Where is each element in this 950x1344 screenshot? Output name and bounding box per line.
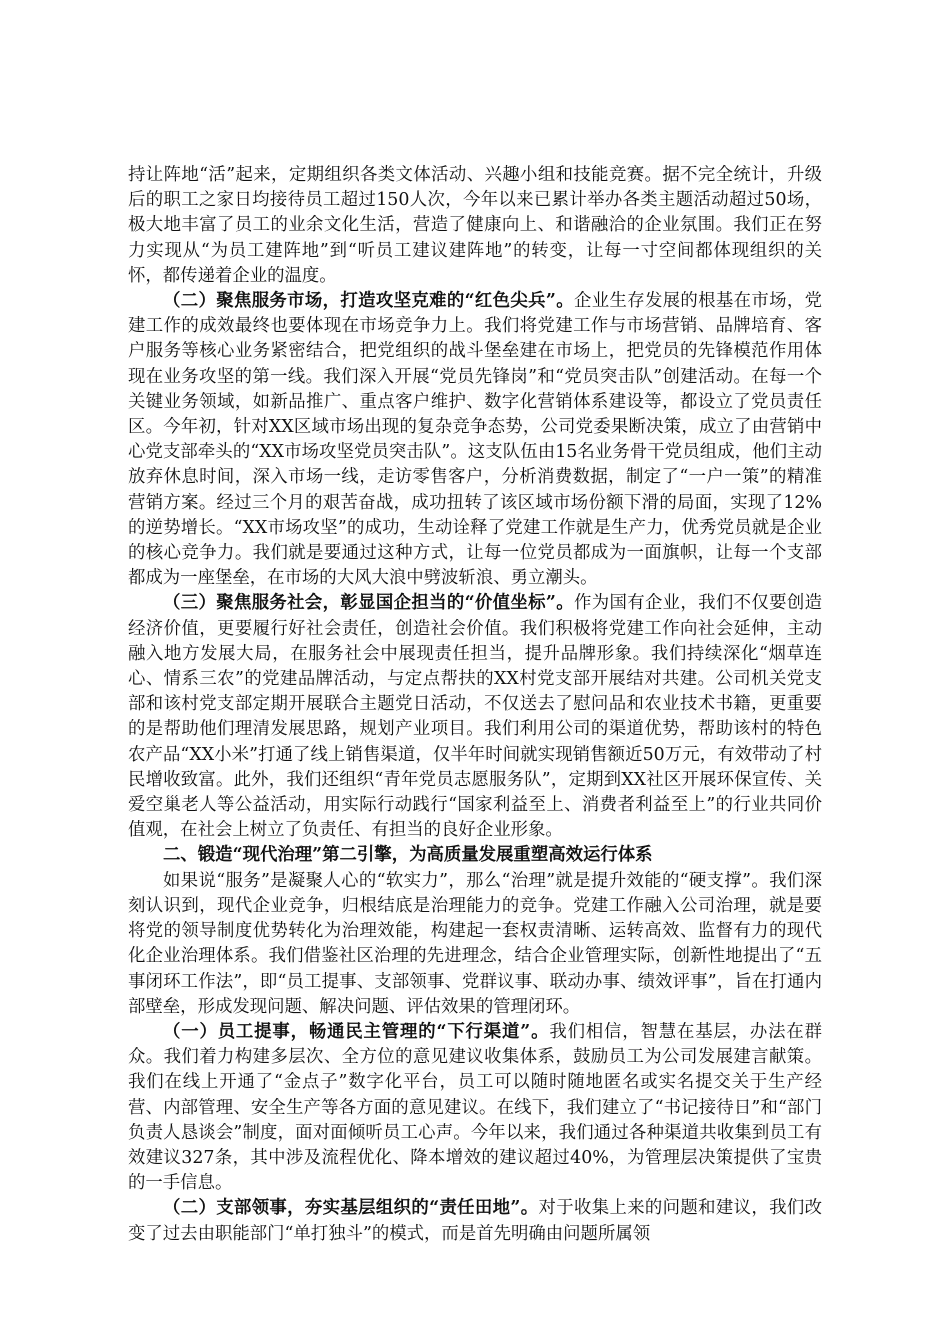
document-page: [128, 163, 822, 1247]
paragraph-lead-heading: （二）聚焦服务市场，打造攻坚克难的“红色尖兵”。: [163, 291, 574, 312]
paragraph-governance-intro: [128, 869, 822, 1020]
paragraph-text: 企业生存发展的根基在市场，党建工作的成效最终也要体现在市场竞争力上。我们将党建工作与市场营销、品牌培育、客户服务等核心业务紧密结合，把党组织的战斗堡垒建在市场上，把党员的先锋模范作用体现在业务攻坚的第一线。我们深入开展“党员先锋岗”和“党员突击队”创建活动。在每一个关键业务领域，如新品推广、重点客户维护、数字化营销体系建设等，都设立了党员责任区。今年初，针对XX区域市场出现的复杂竞争态势，公司党委果断决策，成立了由营销中心党支部牵头的“XX市场攻坚党员突击队”。这支队伍由15名业务骨干党员组成，他们主动放弃休息时间，深入市场一线，走访零售客户，分析消费数据，制定了“一户一策”的精准营销方案。经过三个月的艰苦奋战，成功扭转了该区域市场份额下滑的局面，实现了12%的逆势增长。“XX市场攻坚”的成功，生动诠释了党建工作就是生产力，优秀党员就是企业的核心竞争力。我们就是要通过这种方式，让每一位党员都成为一面旗帜，让每一个支部都成为一座堡垒，在市场的大风大浪中劈波斩浪、勇立潮头。: [128, 291, 822, 589]
paragraph-social-service: [128, 591, 822, 843]
paragraph-text: 对于收集上来的问题和建议，我们改变了过去由职能部门“单打独斗”的模式，而是首先明确由问题所属领: [128, 1198, 822, 1244]
paragraph-lead-heading: （一）员工提事，畅通民主管理的“下行渠道”。: [163, 1021, 550, 1042]
paragraph-text: 持让阵地“活”起来，定期组织各类文体活动、兴趣小组和技能竞赛。据不完全统计，升级后的职工之家日均接待员工超过150人次，今年以来已累计举办各类主题活动超过50场，极大地丰富了员工的业余文化生活，营造了健康向上、和谐融洽的企业氛围。我们正在努力实现从“为员工建阵地”到“听员工建议建阵地”的转变，让每一寸空间都体现组织的关怀，都传递着企业的温度。: [128, 165, 822, 286]
paragraph-market-service: [128, 289, 822, 591]
paragraph-branch-lead: [128, 1196, 822, 1246]
paragraph-lead-heading: （二）支部领事，夯实基层组织的“责任田地”。: [163, 1198, 539, 1219]
paragraph-text: 我们相信，智慧在基层，办法在群众。我们着力构建多层次、全方位的意见建议收集体系，鼓励员工为公司发展建言献策。我们在线上开通了“金点子”数字化平台，员工可以随时随地匿名或实名提交关于生产经营、内部管理、安全生产等各方面的意见建议。在线下，我们建立了“书记接待日”和“部门负责人恳谈会”制度，面对面倾听员工心声。今年以来，我们通过各种渠道共收集到员工有效建议327条，其中涉及流程优化、降本增效的建议超过40%，为管理层决策提供了宝贵的一手信息。: [128, 1021, 822, 1194]
paragraph-text: 如果说“服务”是凝聚人心的“软实力”，那么“治理”就是提升效能的“硬支撑”。我们深刻认识到，现代企业竞争，归根结底是治理能力的竞争。党建工作融入公司治理，就是要将党的领导制度优势转化为治理效能，构建起一套权责清晰、运转高效、监督有力的现代化企业治理体系。我们借鉴社区治理的先进理念，结合企业管理实际，创新性地提出了“五事闭环工作法”，即“员工提事、支部领事、党群议事、联动办事、绩效评事”，旨在打通内部壁垒，形成发现问题、解决问题、评估效果的管理闭环。: [128, 870, 822, 1017]
paragraph-text: 作为国有企业，我们不仅要创造经济价值，更要履行好社会责任，创造社会价值。我们积极将党建工作向社会延伸，主动融入地方发展大局，在服务社会中展现责任担当，提升品牌形象。我们持续深化“烟草连心、情系三农”的党建品牌活动，与定点帮扶的XX村党支部开展结对共建。公司机关党支部和该村党支部定期开展联合主题党日活动，不仅送去了慰问品和农业技术书籍，更重要的是帮助他们理清发展思路，规划产业项目。我们利用公司的渠道优势，帮助该村的特色农产品“XX小米”打通了线上销售渠道，仅半年时间就实现销售额近50万元，有效带动了村民增收致富。此外，我们还组织“青年党员志愿服务队”，定期到XX社区开展环保宣传、关爱空巢老人等公益活动，用实际行动践行“国家利益至上、消费者利益至上”的行业共同价值观，在社会上树立了负责任、有担当的良好企业形象。: [128, 593, 822, 841]
paragraph-employee-raise: [128, 1020, 822, 1196]
paragraph-lead-heading: （三）聚焦服务社会，彰显国企担当的“价值坐标”。: [163, 593, 574, 614]
section-heading: 二、锻造“现代治理”第二引擎，为高质量发展重塑高效运行体系: [163, 845, 653, 866]
paragraph-continuation: [128, 163, 822, 289]
